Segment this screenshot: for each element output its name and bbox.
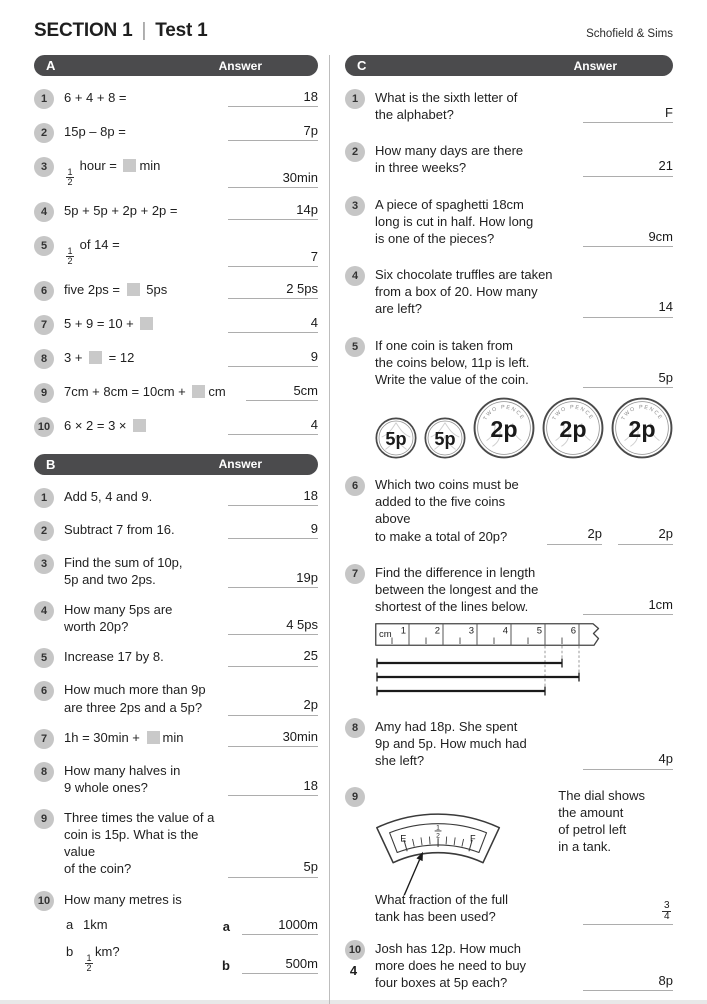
question-row: [34, 762, 318, 796]
question-number: 2: [345, 142, 365, 162]
question-text: How many halves in 9 whole ones?: [64, 762, 181, 795]
section-b-header: [34, 454, 318, 475]
ruler-lines-diagram: [375, 623, 610, 697]
question-text: Increase 17 by 8.: [64, 649, 164, 665]
question-row: [345, 89, 673, 123]
answer-value: [660, 896, 673, 923]
question-text: Find the sum of 10p, 5p and two 2ps.: [64, 554, 183, 587]
question-row: [34, 488, 318, 508]
question-row: [34, 123, 318, 143]
question-text: five 2ps = 5ps: [64, 281, 168, 297]
question-row: [34, 521, 318, 541]
question-row: [345, 196, 673, 247]
question-text: Josh has 12p. How much more does he need to buy four boxes at 5p each?: [375, 940, 527, 991]
question-number: 6: [345, 476, 365, 496]
answer-line[interactable]: [228, 281, 318, 299]
left-column: [34, 55, 329, 1004]
question-number: 2: [34, 521, 54, 541]
fill-in-box[interactable]: [123, 159, 136, 172]
fill-in-box[interactable]: [192, 385, 205, 398]
answer-line[interactable]: [228, 170, 318, 188]
answer-column-label: Answer: [218, 58, 262, 73]
answer-line[interactable]: [583, 105, 673, 123]
answer-line[interactable]: [228, 617, 318, 635]
question-row: [34, 601, 318, 635]
coin-value: 2p: [628, 416, 656, 443]
answer-line[interactable]: [547, 526, 602, 544]
answer-value: 5p: [658, 369, 673, 385]
question-row: [34, 383, 318, 403]
question-text: 7cm + 8cm = 10cm + cm: [64, 383, 226, 399]
needle-arrow: [404, 851, 423, 894]
question-text: Subtract 7 from 16.: [64, 521, 175, 537]
dial-half-numerator: 1: [436, 824, 440, 832]
question-text: 6 + 4 + 8 =: [64, 90, 127, 105]
question-number: 10: [345, 940, 365, 960]
answer-line[interactable]: [228, 123, 318, 141]
fraction: $\frac{1}{2}$: [67, 245, 73, 267]
question-row: [34, 681, 318, 715]
answer-line[interactable]: [583, 299, 673, 317]
question-text: Which two coins must be added to the five coins above to make a total of 20p?: [375, 477, 519, 544]
coin-arc-text: TWO PENCE: [620, 404, 664, 422]
fraction: $\frac{1}{2}$: [67, 167, 73, 188]
question-number: 8: [345, 718, 365, 738]
question-number: 4: [345, 266, 365, 286]
answer-line[interactable]: [228, 202, 318, 220]
answer-column-label: Answer: [573, 58, 617, 73]
question-number: 10: [34, 417, 54, 437]
question-text: Amy had 18p. She spent 9p and 5p. How much had she left?: [375, 719, 527, 769]
ruler-number: 6: [570, 625, 576, 637]
question-number: 2: [34, 123, 54, 143]
section-letter: C: [357, 58, 367, 73]
question-row: [34, 809, 318, 878]
question-row: [345, 476, 673, 545]
question-text: 6 × 2 = 3 ×: [64, 417, 220, 435]
question-row: [34, 281, 318, 301]
section-a-header: [34, 55, 318, 76]
section-a: [34, 89, 318, 437]
question-row: [34, 554, 318, 588]
dial-caption: The dial shows the amount of petrol left in a tank.: [558, 787, 645, 855]
answer-value: 1000m: [278, 916, 318, 932]
question-number: 6: [34, 681, 54, 701]
section-c: [345, 89, 673, 991]
question-number: 6: [34, 281, 54, 301]
answer-value: 18: [303, 89, 318, 104]
answer-value: 14: [658, 299, 673, 315]
coin-2p: [611, 397, 673, 459]
ruler-number: 5: [536, 625, 542, 637]
question-text: 3 + = 12: [64, 349, 135, 365]
coin-5p: [375, 417, 417, 459]
sub-question-text: $\frac{1}{2}$ km?: [86, 944, 120, 974]
section-letter: A: [46, 58, 56, 73]
coin-value: 2p: [490, 416, 518, 443]
ruler-number: 1: [400, 625, 406, 637]
question-number: 1: [34, 488, 54, 508]
fuel-dial-figure: [375, 787, 505, 901]
ruler-number: 3: [468, 625, 474, 637]
answer-group: [539, 526, 673, 544]
answer-value: 30min: [282, 169, 318, 185]
question-number: 7: [34, 315, 54, 335]
question-row: [34, 202, 318, 222]
publisher-name: Schofield & Sims: [586, 28, 673, 40]
answer-line[interactable]: [583, 229, 673, 247]
dial-half-denominator: 2: [436, 832, 440, 840]
question-number: 9: [34, 809, 54, 829]
question-number: 5: [34, 236, 54, 256]
answer-line[interactable]: [228, 729, 318, 747]
question-text: 15p – 8p =: [64, 124, 126, 139]
question-number: 1: [345, 89, 365, 109]
coin-2p: [473, 397, 535, 459]
coin-5p: [424, 417, 466, 459]
answer-column-label: Answer: [218, 457, 262, 472]
question-text: Six chocolate truffles are taken from a box of 20. How many are left?: [375, 267, 553, 317]
title-separator: |: [141, 20, 147, 41]
question-text: If one coin is taken from the coins below, 11p is left. Write the value of the coin.: [375, 337, 530, 387]
question-row: [34, 157, 318, 188]
page-header: [34, 20, 673, 42]
question-row: [34, 89, 318, 109]
coin-arc-text: TWO PENCE: [482, 404, 526, 422]
sub-question-label: a: [66, 916, 74, 932]
question-text: What fraction of the full tank has been used?: [375, 891, 508, 924]
sub-answer-label: a: [222, 919, 230, 935]
question-text: 1h = 30min + min: [64, 729, 184, 745]
fill-in-box[interactable]: [140, 317, 153, 330]
question-text: What is the sixth letter of the alphabet?: [375, 90, 518, 123]
question-row: [34, 349, 318, 369]
answer-value: 18: [303, 487, 318, 503]
answer-line[interactable]: [228, 315, 318, 333]
answer-value: 4: [310, 314, 318, 330]
question-row: [345, 266, 673, 317]
answer-value: 9cm: [648, 228, 673, 244]
question-text: How much more than 9p are three 2ps and a 5p?: [64, 682, 206, 715]
answer-value: 21: [658, 158, 673, 174]
question-number: 3: [34, 157, 54, 177]
question-number: 4: [34, 202, 54, 222]
answer-value: 2p: [303, 697, 318, 713]
answer-line[interactable]: [228, 521, 318, 539]
question-row: [34, 729, 318, 749]
answer-line[interactable]: [228, 349, 318, 367]
question-text: How many days are there in three weeks?: [375, 143, 524, 176]
question-text: $\frac{1}{2}$ hour = min: [67, 158, 161, 188]
answer-value: 4: [310, 416, 318, 432]
coin-value: 5p: [385, 429, 407, 450]
answer-value: 18: [303, 777, 318, 793]
question-number: 10: [34, 891, 54, 911]
dial-full-label: F: [470, 833, 476, 844]
question-text: Three times the value of a coin is 15p. What is the value of the coin?: [64, 810, 215, 877]
answer-value: 2p: [587, 526, 602, 542]
question-row: [345, 564, 673, 702]
answer-line[interactable]: [228, 417, 318, 435]
question-number: 8: [34, 762, 54, 782]
question-row: [345, 787, 673, 925]
answer-line[interactable]: [228, 648, 318, 666]
question-number: 5: [34, 648, 54, 668]
page-title: [34, 20, 208, 42]
fill-in-box[interactable]: [127, 283, 140, 296]
coin-value: 2p: [559, 416, 587, 443]
question-row: [34, 648, 318, 668]
ruler-unit-label: cm: [379, 629, 392, 641]
answer-value: 7: [310, 248, 318, 264]
answer-line[interactable]: [228, 697, 318, 715]
test-title: Test 1: [155, 20, 208, 41]
answer-value: 1cm: [648, 596, 673, 612]
answer-line[interactable]: [583, 370, 673, 388]
answer-value: 500m: [285, 955, 318, 971]
answer-line[interactable]: [228, 859, 318, 877]
question-number: 8: [34, 349, 54, 369]
answer-value: 2 5ps: [286, 280, 318, 296]
answer-value: 5cm: [293, 382, 318, 398]
ruler-number: 4: [502, 625, 508, 637]
fraction: $\frac{3}{4}$: [663, 899, 670, 923]
question-text: Add 5, 4 and 9.: [64, 488, 153, 504]
question-number: 4: [34, 601, 54, 621]
section-b: [34, 488, 318, 974]
question-text: $\frac{1}{2}$ of 14 =: [67, 236, 120, 267]
question-number: 3: [34, 554, 54, 574]
question-text: 5p + 5p + 2p + 2p =: [64, 202, 178, 218]
question-number: 5: [345, 337, 365, 357]
answer-value: 4 5ps: [286, 617, 318, 633]
answer-value: 5p: [303, 859, 318, 875]
sub-question-text: 1km: [83, 916, 108, 932]
question-row: [34, 891, 318, 974]
ruler-figure: [375, 623, 673, 702]
answer-value: 9: [310, 348, 318, 364]
answer-line[interactable]: [228, 249, 318, 267]
coin-arc-text: TWO PENCE: [551, 404, 595, 422]
right-column: [329, 55, 673, 1004]
answer-line[interactable]: [246, 383, 318, 401]
question-row: [345, 337, 673, 461]
answer-line[interactable]: [583, 896, 673, 925]
question-row: [345, 718, 673, 769]
section-letter: B: [46, 456, 56, 472]
question-number: 9: [34, 383, 54, 403]
page-number: 4: [349, 963, 358, 978]
question-text: Find the difference in length between the longest and the shortest of the lines below.: [375, 564, 539, 614]
answer-value: 19p: [296, 569, 318, 585]
question-row: [34, 236, 318, 267]
answer-value: 25: [303, 648, 318, 664]
answer-value: 4p: [658, 751, 673, 767]
answer-value: 9: [310, 520, 318, 536]
question-text: A piece of spaghetti 18cm long is cut in half. How long is one of the pieces?: [375, 196, 534, 246]
sub-question-label: b: [66, 944, 74, 960]
question-number: 7: [345, 564, 365, 584]
answer-line[interactable]: [583, 158, 673, 176]
fraction: $\frac{1}{2}$: [86, 953, 92, 974]
answer-line[interactable]: [228, 778, 318, 796]
sub-question-a: [66, 917, 318, 935]
answer-value: 8p: [658, 973, 673, 989]
fill-in-box[interactable]: [147, 731, 160, 744]
section-title: SECTION 1: [34, 20, 133, 41]
answer-line[interactable]: [228, 488, 318, 506]
section-c-header: [345, 55, 673, 76]
ruler-number: 2: [434, 625, 440, 637]
dial-empty-label: E: [400, 833, 407, 844]
coin-value: 5p: [434, 429, 456, 450]
answer-value: 7p: [303, 123, 318, 138]
columns: [34, 55, 673, 1004]
question-text: How many metres is: [64, 891, 182, 907]
answer-line[interactable]: [228, 89, 318, 107]
question-number: 9: [345, 787, 365, 807]
question-row: [34, 417, 318, 437]
question-row: [34, 315, 318, 335]
question-row: [345, 142, 673, 176]
answer-value: 30min: [282, 728, 318, 744]
question-text: 5 + 9 = 10 +: [64, 315, 220, 333]
answer-line[interactable]: [228, 570, 318, 588]
question-number: 1: [34, 89, 54, 109]
question-text: How many 5ps are worth 20p?: [64, 602, 173, 635]
fill-in-box[interactable]: [133, 419, 146, 432]
sub-answer-label: b: [222, 957, 230, 973]
answer-line[interactable]: [583, 751, 673, 769]
answer-value: 2p: [658, 526, 673, 542]
answer-line[interactable]: [242, 917, 318, 935]
answer-line[interactable]: [618, 526, 673, 544]
answer-line[interactable]: [583, 597, 673, 615]
coins-figure: [375, 397, 673, 459]
answer-value: 14p: [296, 201, 318, 217]
coin-2p: [542, 397, 604, 459]
fill-in-box[interactable]: [89, 351, 102, 364]
question-number: 3: [345, 196, 365, 216]
answer-value: F: [665, 105, 673, 121]
question-number: 7: [34, 729, 54, 749]
